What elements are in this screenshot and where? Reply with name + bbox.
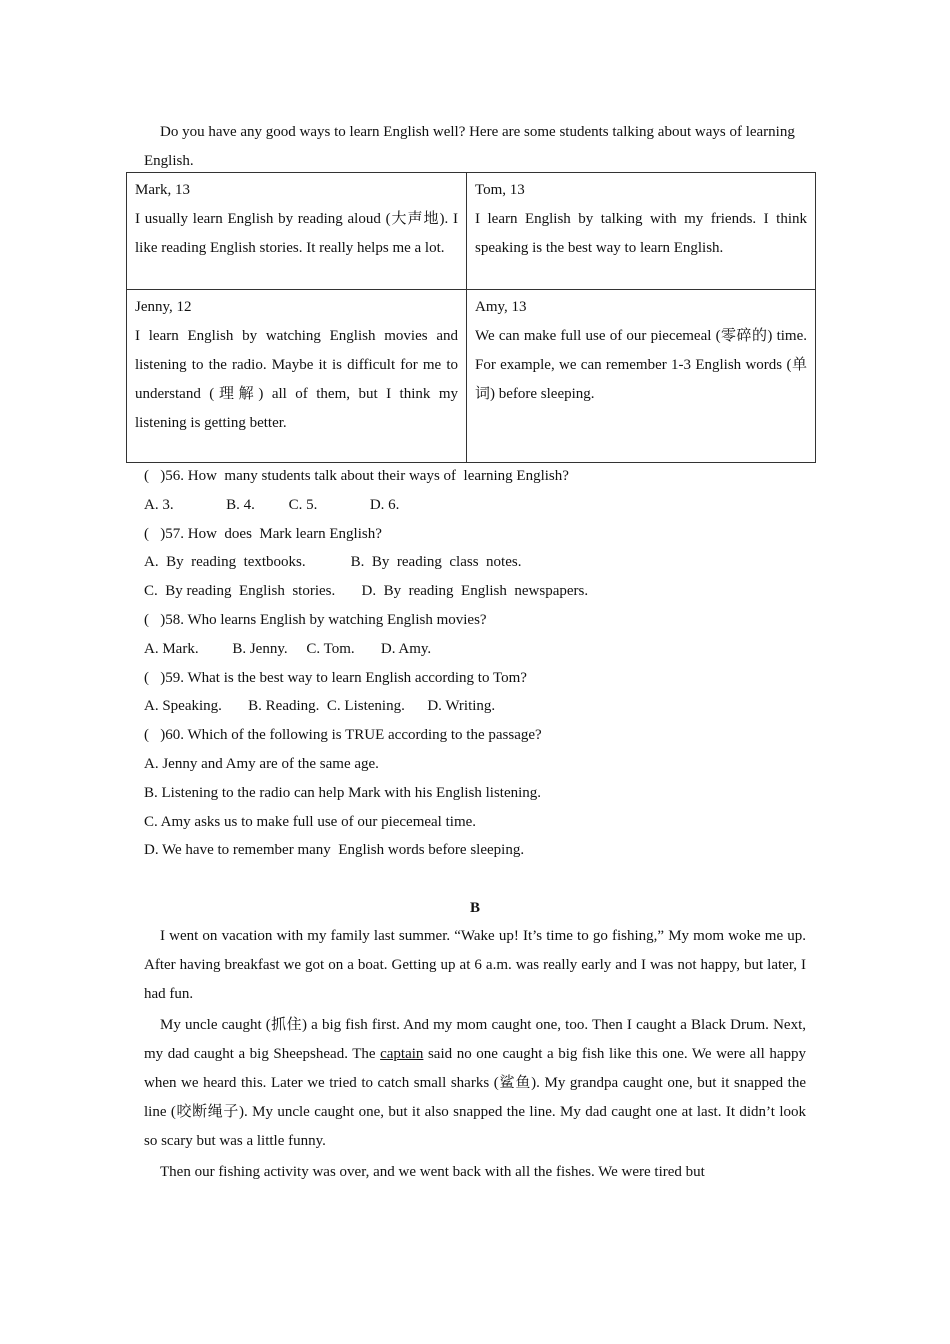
options-57-cd: C. By reading English stories. D. By reading English newspapers. — [144, 583, 589, 600]
option-60-a: A. Jenny and Amy are of the same age. — [144, 755, 379, 772]
intro-paragraph: Do you have any good ways to learn English well? Here are some students talking about ways of learning English. — [144, 124, 795, 169]
table-row — [127, 290, 816, 463]
question-59: ( )59. What is the best way to learn English according to Tom? — [144, 669, 527, 686]
option-60-b: B. Listening to the radio can help Mark with his English listening. — [144, 784, 542, 801]
option-60-c: C. Amy asks us to make full use of our piecemeal time. — [144, 813, 477, 830]
question-60: ( )60. Which of the following is TRUE according to the passage? — [144, 727, 542, 744]
section-heading: B — [469, 900, 480, 916]
options-57-ab: A. By reading textbooks. B. By reading class notes. — [144, 554, 522, 571]
options-58: A. Mark. B. Jenny. C. Tom. D. Amy. — [144, 640, 432, 657]
student-card-jenny — [127, 290, 467, 463]
underlined-word: captain — [380, 1046, 424, 1063]
options-59: A. Speaking. B. Reading. C. Listening. D. Writing. — [144, 698, 496, 715]
student-text: I usually learn English by reading aloud (大声地). I like reading English stories. It really helps me a lot. — [135, 211, 458, 256]
student-name: Jenny, 12 — [135, 299, 192, 315]
option-60-d: D. We have to remember many English words before sleeping. — [144, 842, 525, 859]
student-name: Mark, 13 — [135, 182, 190, 198]
story-passage — [144, 922, 806, 1190]
story-paragraph-3: Then our fishing activity was over, and we went back with all the fishes. We were tired but — [160, 1164, 705, 1181]
story-text: said no one caught a big fish like this one. We were all happy when we heard this. Later we tried to catch small sharks (鲨鱼). My grandpa caught one, but it snapped the line (咬断绳子). My uncle caught one, but it also snapped the line. My dad caught one at last. It didn’t look so scary but was a little funny. — [144, 1046, 806, 1149]
student-card-mark — [127, 173, 467, 290]
student-name: Amy, 13 — [475, 299, 527, 315]
question-56: ( )56. How many students talk about their ways of learning English? — [144, 468, 569, 484]
student-text: I learn English by talking with my friends. I think speaking is the best way to learn English. — [475, 211, 807, 256]
options-56: A. 3. B. 4. C. 5. D. 6. — [144, 496, 400, 513]
question-57: ( )57. How does Mark learn English? — [144, 525, 382, 542]
student-card-amy — [467, 290, 816, 463]
story-paragraph-1: I went on vacation with my family last summer. “Wake up! It’s time to go fishing,” My mom woke me up. After having breakfast we got on a boat. Getting up at 6 a.m. was really early and I was not happy, but later, I had fun. — [144, 928, 806, 1002]
student-text: We can make full use of our piecemeal (零碎的) time. For example, we can remember 1-3 English words (单词) before sleeping. — [475, 328, 807, 402]
student-card-tom — [467, 173, 816, 290]
question-58: ( )58. Who learns English by watching English movies? — [144, 611, 487, 628]
student-name: Tom, 13 — [475, 182, 525, 198]
story-text: My uncle caught (抓住) a big fish first. And my mom caught one, too. Then I caught a Black Drum. Next, my dad caught a big Sheepshead. The — [144, 1017, 806, 1063]
story-paragraph-2 — [144, 1011, 806, 1155]
question-list — [144, 462, 806, 865]
student-text: I learn English by watching English movies and listening to the radio. Maybe it is difficult for me to understand (理解) all of them, but I think my listening is getting better. — [135, 328, 458, 431]
student-table — [126, 172, 816, 463]
table-row — [127, 173, 816, 290]
